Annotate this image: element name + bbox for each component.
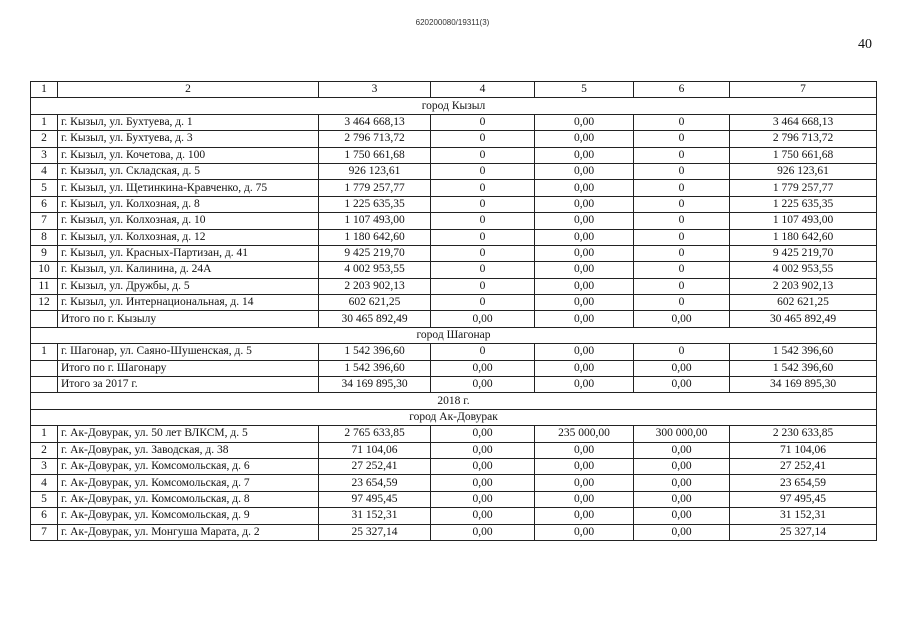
table-cell: 0 <box>634 163 730 179</box>
table-cell: 0,00 <box>535 491 634 507</box>
table-cell: 1 180 642,60 <box>730 229 877 245</box>
table-cell: 0,00 <box>535 163 634 179</box>
table-cell: 0,00 <box>431 524 535 540</box>
table-cell: 1 542 396,60 <box>319 344 431 360</box>
table-cell: 0 <box>634 180 730 196</box>
column-header: 5 <box>535 82 634 98</box>
table-cell: 0,00 <box>535 524 634 540</box>
table-cell: 0 <box>634 262 730 278</box>
table-cell: 926 123,61 <box>319 163 431 179</box>
table-cell: 0,00 <box>535 344 634 360</box>
table-cell: 0,00 <box>634 508 730 524</box>
table-cell: г. Кызыл, ул. Интернациональная, д. 14 <box>58 295 319 311</box>
table-cell: 0,00 <box>535 377 634 393</box>
table-cell: 0 <box>431 180 535 196</box>
table-cell: 1 180 642,60 <box>319 229 431 245</box>
table-cell: г. Шагонар, ул. Саяно-Шушенская, д. 5 <box>58 344 319 360</box>
table-cell: 4 002 953,55 <box>730 262 877 278</box>
table-cell: 0,00 <box>535 458 634 474</box>
table-cell: 11 <box>31 278 58 294</box>
table-cell: г. Кызыл, ул. Красных-Партизан, д. 41 <box>58 245 319 261</box>
table-cell: 10 <box>31 262 58 278</box>
table-cell: 27 252,41 <box>319 458 431 474</box>
table-cell: г. Ак-Довурак, ул. Заводская, д. 38 <box>58 442 319 458</box>
table-cell: 602 621,25 <box>319 295 431 311</box>
section-title: город Кызыл <box>31 98 877 114</box>
table-cell: 1 <box>31 344 58 360</box>
table-cell: 2 796 713,72 <box>319 131 431 147</box>
table-cell: 4 002 953,55 <box>319 262 431 278</box>
table-cell: 0 <box>634 344 730 360</box>
table-cell: 1 542 396,60 <box>730 360 877 376</box>
table-cell: 0 <box>634 245 730 261</box>
table-cell: 0 <box>431 196 535 212</box>
table-cell: Итого по г. Кызылу <box>58 311 319 327</box>
data-table <box>30 81 877 541</box>
table-cell: г. Ак-Довурак, ул. Комсомольская, д. 9 <box>58 508 319 524</box>
table-cell: 0,00 <box>634 458 730 474</box>
table-cell <box>31 377 58 393</box>
table-cell: 1 542 396,60 <box>319 360 431 376</box>
table-row <box>31 458 877 474</box>
column-header: 6 <box>634 82 730 98</box>
table-cell: 0,00 <box>431 360 535 376</box>
column-header: 4 <box>431 82 535 98</box>
page-number: 40 <box>858 37 872 52</box>
table-cell: 2 203 902,13 <box>319 278 431 294</box>
table-cell: 7 <box>31 213 58 229</box>
column-header: 1 <box>31 82 58 98</box>
table-cell: 0,00 <box>634 491 730 507</box>
table-cell: 0,00 <box>535 475 634 491</box>
table-cell: 3 464 668,13 <box>319 114 431 130</box>
table-cell: 8 <box>31 229 58 245</box>
column-header: 3 <box>319 82 431 98</box>
table-cell: 25 327,14 <box>319 524 431 540</box>
table-cell: 71 104,06 <box>730 442 877 458</box>
table-row <box>31 524 877 540</box>
table-cell: 0,00 <box>535 360 634 376</box>
table-cell: 0 <box>431 295 535 311</box>
table-cell: 23 654,59 <box>319 475 431 491</box>
table-row <box>31 131 877 147</box>
table-cell: 0,00 <box>431 491 535 507</box>
table-cell: 23 654,59 <box>730 475 877 491</box>
table-cell: 0,00 <box>634 377 730 393</box>
table-cell: 1 542 396,60 <box>730 344 877 360</box>
table-cell: 2 <box>31 442 58 458</box>
table-row <box>31 180 877 196</box>
table-row <box>31 475 877 491</box>
table-cell: 27 252,41 <box>730 458 877 474</box>
table-row <box>31 163 877 179</box>
table-cell: 0 <box>634 114 730 130</box>
table-cell: 0 <box>431 262 535 278</box>
table-cell: 0 <box>634 147 730 163</box>
table-cell: 0,00 <box>535 508 634 524</box>
table-cell: 0 <box>431 344 535 360</box>
table-cell: 25 327,14 <box>730 524 877 540</box>
section-header-row <box>31 393 877 409</box>
table-cell: 3 <box>31 147 58 163</box>
section-title: город Шагонар <box>31 327 877 343</box>
table-cell: 0,00 <box>535 311 634 327</box>
table-cell: 4 <box>31 163 58 179</box>
table-cell: 30 465 892,49 <box>730 311 877 327</box>
table-cell: Итого по г. Шагонару <box>58 360 319 376</box>
table-cell: 0 <box>431 114 535 130</box>
table-cell: 0,00 <box>535 442 634 458</box>
column-header: 2 <box>58 82 319 98</box>
table-row <box>31 344 877 360</box>
table-cell <box>31 360 58 376</box>
table-cell: Итого за 2017 г. <box>58 377 319 393</box>
table-row <box>31 491 877 507</box>
table-cell: 1 <box>31 114 58 130</box>
table-cell: 0 <box>431 163 535 179</box>
table-cell: 1 107 493,00 <box>730 213 877 229</box>
table-cell: г. Кызыл, ул. Складская, д. 5 <box>58 163 319 179</box>
table-body <box>31 98 877 541</box>
table-cell: 0 <box>634 131 730 147</box>
table-cell: 235 000,00 <box>535 426 634 442</box>
table-cell: г. Кызыл, ул. Кочетова, д. 100 <box>58 147 319 163</box>
table-cell: 5 <box>31 180 58 196</box>
table-row <box>31 295 877 311</box>
table-row <box>31 426 877 442</box>
table-cell: 0 <box>431 245 535 261</box>
table-cell: 31 152,31 <box>319 508 431 524</box>
table-row <box>31 147 877 163</box>
table-cell: 0 <box>431 278 535 294</box>
table-cell: 300 000,00 <box>634 426 730 442</box>
table-cell: 1 225 635,35 <box>730 196 877 212</box>
table-cell: 34 169 895,30 <box>730 377 877 393</box>
column-header: 7 <box>730 82 877 98</box>
table-cell: 0,00 <box>634 311 730 327</box>
section-header-row <box>31 98 877 114</box>
table-cell: 1 225 635,35 <box>319 196 431 212</box>
table-cell: 3 <box>31 458 58 474</box>
table-cell: г. Кызыл, ул. Колхозная, д. 8 <box>58 196 319 212</box>
total-row <box>31 360 877 376</box>
table-cell: 0,00 <box>535 114 634 130</box>
table-cell: 0 <box>634 295 730 311</box>
table-cell: 31 152,31 <box>730 508 877 524</box>
table-cell: 0,00 <box>634 360 730 376</box>
table-cell: 0 <box>431 147 535 163</box>
table-row <box>31 229 877 245</box>
table-cell: г. Кызыл, ул. Щетинкина-Кравченко, д. 75 <box>58 180 319 196</box>
table-cell: 0,00 <box>431 377 535 393</box>
table-row <box>31 508 877 524</box>
table-cell: 12 <box>31 295 58 311</box>
table-cell: 2 765 633,85 <box>319 426 431 442</box>
table-cell: 71 104,06 <box>319 442 431 458</box>
table-cell: 0,00 <box>431 311 535 327</box>
table-cell: 0,00 <box>535 196 634 212</box>
total-row <box>31 311 877 327</box>
table-header-row <box>31 82 877 98</box>
table-cell: 1 107 493,00 <box>319 213 431 229</box>
section-header-row <box>31 409 877 425</box>
table-cell: 0,00 <box>535 180 634 196</box>
table-cell: г. Кызыл, ул. Калинина, д. 24А <box>58 262 319 278</box>
table-cell: 1 <box>31 426 58 442</box>
table-cell: 4 <box>31 475 58 491</box>
section-header-row <box>31 327 877 343</box>
table-cell: 1 779 257,77 <box>730 180 877 196</box>
table-cell: г. Кызыл, ул. Колхозная, д. 10 <box>58 213 319 229</box>
table-cell: 9 425 219,70 <box>730 245 877 261</box>
table-cell: 9 425 219,70 <box>319 245 431 261</box>
table-cell: 0 <box>634 213 730 229</box>
section-title: 2018 г. <box>31 393 877 409</box>
table-cell: г. Ак-Довурак, ул. Монгуша Марата, д. 2 <box>58 524 319 540</box>
table-cell: 0 <box>431 213 535 229</box>
table-cell: 1 750 661,68 <box>319 147 431 163</box>
table-cell: г. Ак-Довурак, ул. 50 лет ВЛКСМ, д. 5 <box>58 426 319 442</box>
table-cell: 0,00 <box>431 475 535 491</box>
table-cell: 5 <box>31 491 58 507</box>
table-cell: 6 <box>31 196 58 212</box>
table-cell: 30 465 892,49 <box>319 311 431 327</box>
table-cell: г. Ак-Довурак, ул. Комсомольская, д. 8 <box>58 491 319 507</box>
table-cell: 2 203 902,13 <box>730 278 877 294</box>
table-cell: 0 <box>634 278 730 294</box>
table-cell: 0,00 <box>535 262 634 278</box>
table-cell: 0 <box>431 229 535 245</box>
table-cell: 926 123,61 <box>730 163 877 179</box>
total-row <box>31 377 877 393</box>
table-cell <box>31 311 58 327</box>
table-cell: 2 230 633,85 <box>730 426 877 442</box>
table-cell: 0,00 <box>634 475 730 491</box>
table-cell: 0,00 <box>634 524 730 540</box>
table-cell: 1 750 661,68 <box>730 147 877 163</box>
table-cell: г. Кызыл, ул. Колхозная, д. 12 <box>58 229 319 245</box>
document-id: 620200080/19311(3) <box>415 18 490 27</box>
table-cell: 0,00 <box>431 508 535 524</box>
table-cell: 97 495,45 <box>730 491 877 507</box>
table-cell: 97 495,45 <box>319 491 431 507</box>
table-cell: 602 621,25 <box>730 295 877 311</box>
table-row <box>31 213 877 229</box>
table-cell: г. Кызыл, ул. Бухтуева, д. 3 <box>58 131 319 147</box>
table-cell: 6 <box>31 508 58 524</box>
table-cell: 2 <box>31 131 58 147</box>
table-cell: 0,00 <box>535 278 634 294</box>
table-cell: г. Ак-Довурак, ул. Комсомольская, д. 6 <box>58 458 319 474</box>
table-cell: 0,00 <box>535 229 634 245</box>
table-cell: 3 464 668,13 <box>730 114 877 130</box>
table-cell: 7 <box>31 524 58 540</box>
table-cell: 0,00 <box>535 213 634 229</box>
table-cell: 0 <box>634 196 730 212</box>
table-cell: 0,00 <box>535 245 634 261</box>
table-row <box>31 262 877 278</box>
table-cell: 0,00 <box>634 442 730 458</box>
table-cell: 0 <box>431 131 535 147</box>
table-cell: 1 779 257,77 <box>319 180 431 196</box>
table-row <box>31 196 877 212</box>
table-cell: 34 169 895,30 <box>319 377 431 393</box>
table-cell: 0,00 <box>431 442 535 458</box>
table-cell: 0 <box>634 229 730 245</box>
table-cell: 0,00 <box>535 131 634 147</box>
table-cell: 2 796 713,72 <box>730 131 877 147</box>
table-row <box>31 245 877 261</box>
table-row <box>31 278 877 294</box>
table-row <box>31 114 877 130</box>
table-cell: г. Ак-Довурак, ул. Комсомольская, д. 7 <box>58 475 319 491</box>
table-row <box>31 442 877 458</box>
table-cell: 0,00 <box>431 458 535 474</box>
table-cell: г. Кызыл, ул. Бухтуева, д. 1 <box>58 114 319 130</box>
table-cell: г. Кызыл, ул. Дружбы, д. 5 <box>58 278 319 294</box>
table-cell: 0,00 <box>535 147 634 163</box>
table-cell: 9 <box>31 245 58 261</box>
table-cell: 0,00 <box>535 295 634 311</box>
section-title: город Ак-Довурак <box>31 409 877 425</box>
table-cell: 0,00 <box>431 426 535 442</box>
